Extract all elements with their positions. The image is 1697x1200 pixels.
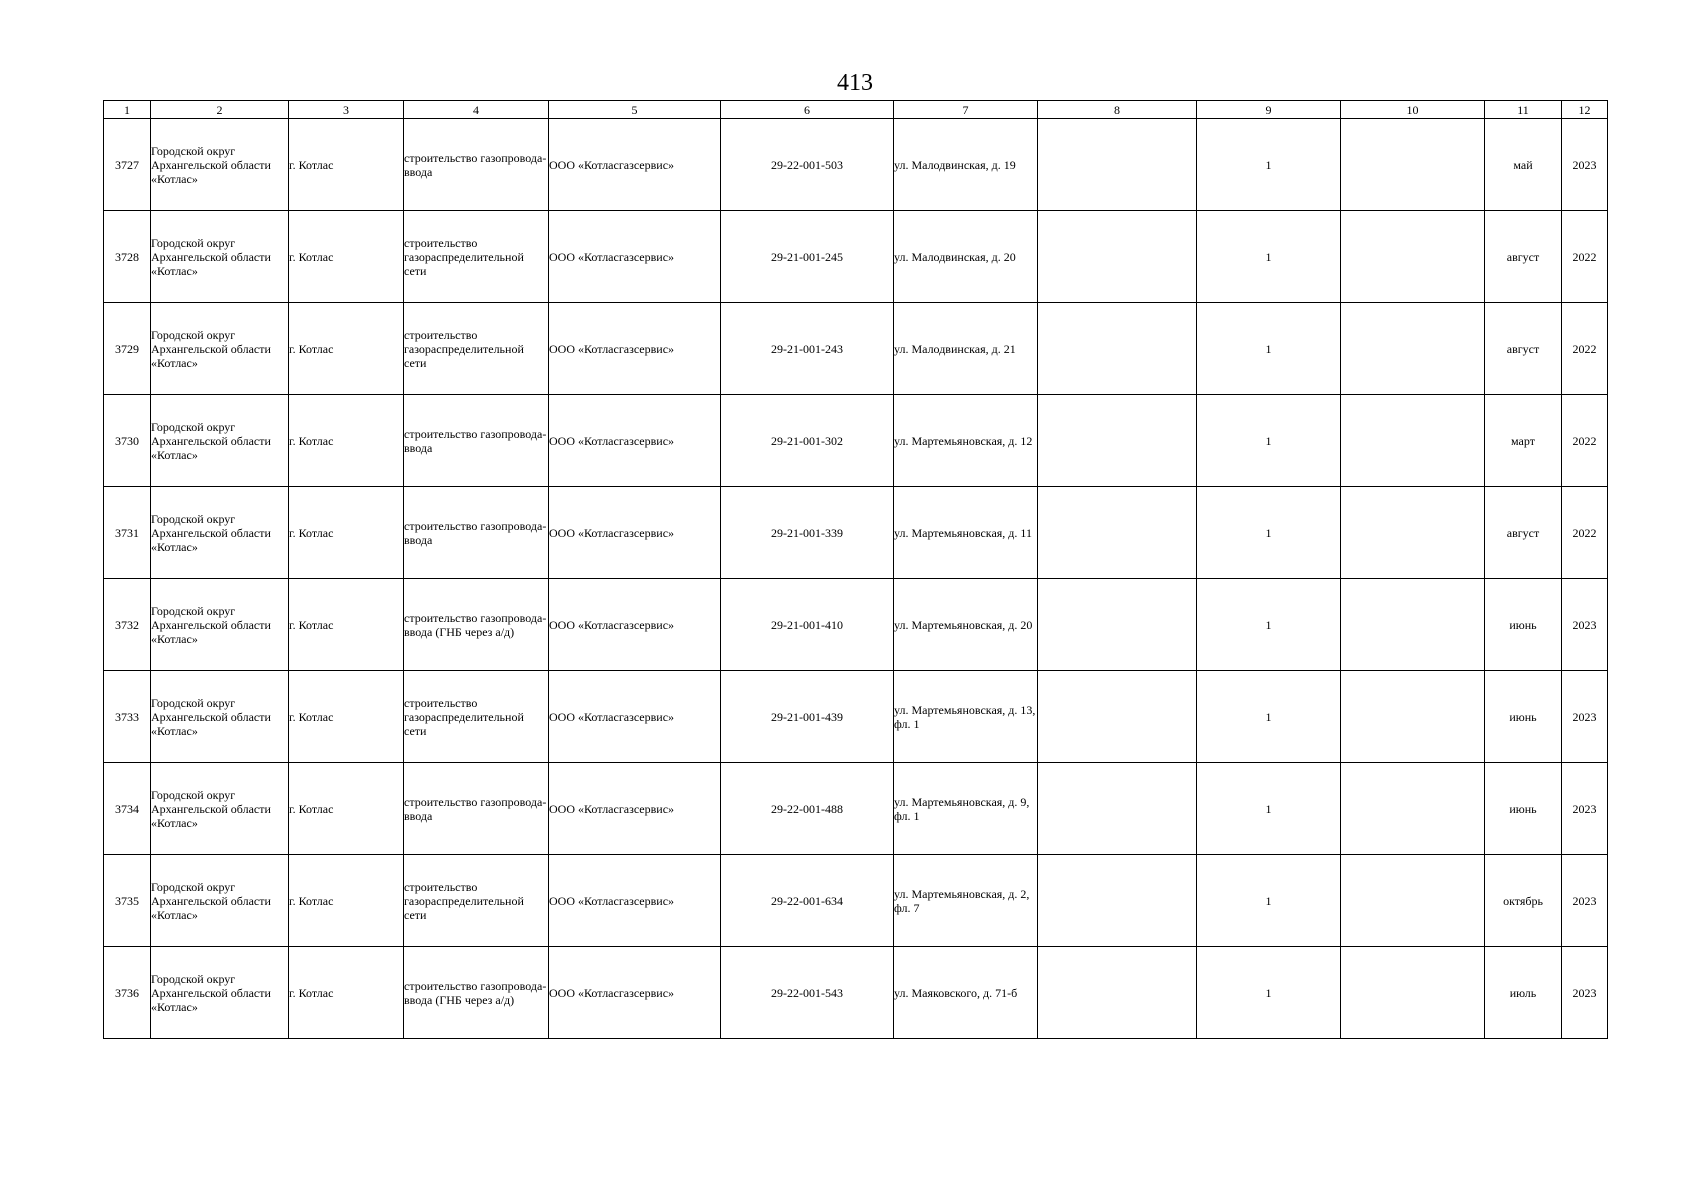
column-8-cell (1038, 671, 1197, 763)
quantity-cell: 1 (1197, 579, 1341, 671)
column-8-cell (1038, 395, 1197, 487)
work-type-cell: строительство газопровода-ввода (404, 763, 549, 855)
object-code-cell: 29-21-001-439 (721, 671, 894, 763)
settlement-cell: г. Котлас (289, 855, 404, 947)
year-cell: 2023 (1562, 763, 1608, 855)
quantity-cell: 1 (1197, 671, 1341, 763)
column-header: 6 (721, 101, 894, 119)
month-cell: июнь (1485, 671, 1562, 763)
address-cell: ул. Мартемьяновская, д. 2, фл. 7 (894, 855, 1038, 947)
table-row (104, 671, 1608, 763)
row-number: 3734 (104, 763, 151, 855)
year-cell: 2022 (1562, 303, 1608, 395)
object-code-cell: 29-22-001-503 (721, 119, 894, 211)
column-header: 5 (549, 101, 721, 119)
row-number: 3729 (104, 303, 151, 395)
object-code-cell: 29-22-001-634 (721, 855, 894, 947)
district-cell: Городской округ Архангельской области «Котлас» (151, 855, 289, 947)
organization-cell: ООО «Котласгазсервис» (549, 671, 721, 763)
year-cell: 2023 (1562, 119, 1608, 211)
table-row (104, 487, 1608, 579)
object-code-cell: 29-21-001-410 (721, 579, 894, 671)
work-type-cell: строительство газопровода-ввода (ГНБ через а/д) (404, 947, 549, 1039)
month-cell: май (1485, 119, 1562, 211)
district-cell: Городской округ Архангельской области «Котлас» (151, 211, 289, 303)
table-row (104, 763, 1608, 855)
quantity-cell: 1 (1197, 487, 1341, 579)
row-number: 3735 (104, 855, 151, 947)
organization-cell: ООО «Котласгазсервис» (549, 855, 721, 947)
column-header: 7 (894, 101, 1038, 119)
settlement-cell: г. Котлас (289, 211, 404, 303)
column-8-cell (1038, 855, 1197, 947)
address-cell: ул. Малодвинская, д. 21 (894, 303, 1038, 395)
column-8-cell (1038, 947, 1197, 1039)
settlement-cell: г. Котлас (289, 303, 404, 395)
register-table (103, 100, 1608, 1039)
district-cell: Городской округ Архангельской области «Котлас» (151, 947, 289, 1039)
quantity-cell: 1 (1197, 211, 1341, 303)
column-header: 8 (1038, 101, 1197, 119)
column-10-cell (1341, 487, 1485, 579)
row-number: 3727 (104, 119, 151, 211)
column-header: 12 (1562, 101, 1608, 119)
year-cell: 2022 (1562, 395, 1608, 487)
work-type-cell: строительство газопровода-ввода (404, 395, 549, 487)
object-code-cell: 29-22-001-543 (721, 947, 894, 1039)
quantity-cell: 1 (1197, 855, 1341, 947)
column-header: 11 (1485, 101, 1562, 119)
quantity-cell: 1 (1197, 395, 1341, 487)
settlement-cell: г. Котлас (289, 579, 404, 671)
organization-cell: ООО «Котласгазсервис» (549, 579, 721, 671)
work-type-cell: строительство газораспределительной сети (404, 671, 549, 763)
column-number-row (104, 101, 1608, 119)
organization-cell: ООО «Котласгазсервис» (549, 487, 721, 579)
district-cell: Городской округ Архангельской области «Котлас» (151, 303, 289, 395)
column-8-cell (1038, 763, 1197, 855)
settlement-cell: г. Котлас (289, 395, 404, 487)
quantity-cell: 1 (1197, 947, 1341, 1039)
table-row (104, 579, 1608, 671)
year-cell: 2023 (1562, 947, 1608, 1039)
organization-cell: ООО «Котласгазсервис» (549, 211, 721, 303)
address-cell: ул. Мартемьяновская, д. 12 (894, 395, 1038, 487)
object-code-cell: 29-21-001-302 (721, 395, 894, 487)
column-10-cell (1341, 947, 1485, 1039)
address-cell: ул. Маяковского, д. 71-б (894, 947, 1038, 1039)
table-row (104, 211, 1608, 303)
column-header: 4 (404, 101, 549, 119)
month-cell: август (1485, 487, 1562, 579)
district-cell: Городской округ Архангельской области «Котлас» (151, 579, 289, 671)
table-row (104, 303, 1608, 395)
settlement-cell: г. Котлас (289, 763, 404, 855)
district-cell: Городской округ Архангельской области «Котлас» (151, 671, 289, 763)
column-8-cell (1038, 303, 1197, 395)
column-10-cell (1341, 119, 1485, 211)
settlement-cell: г. Котлас (289, 947, 404, 1039)
organization-cell: ООО «Котласгазсервис» (549, 303, 721, 395)
work-type-cell: строительство газораспределительной сети (404, 303, 549, 395)
column-10-cell (1341, 211, 1485, 303)
column-header: 9 (1197, 101, 1341, 119)
column-8-cell (1038, 211, 1197, 303)
row-number: 3736 (104, 947, 151, 1039)
object-code-cell: 29-22-001-488 (721, 763, 894, 855)
table-row (104, 855, 1608, 947)
address-cell: ул. Малодвинская, д. 20 (894, 211, 1038, 303)
settlement-cell: г. Котлас (289, 119, 404, 211)
column-header: 3 (289, 101, 404, 119)
address-cell: ул. Малодвинская, д. 19 (894, 119, 1038, 211)
quantity-cell: 1 (1197, 303, 1341, 395)
settlement-cell: г. Котлас (289, 671, 404, 763)
quantity-cell: 1 (1197, 763, 1341, 855)
object-code-cell: 29-21-001-339 (721, 487, 894, 579)
year-cell: 2022 (1562, 211, 1608, 303)
column-8-cell (1038, 579, 1197, 671)
organization-cell: ООО «Котласгазсервис» (549, 763, 721, 855)
column-header: 1 (104, 101, 151, 119)
month-cell: июнь (1485, 763, 1562, 855)
column-10-cell (1341, 303, 1485, 395)
month-cell: август (1485, 303, 1562, 395)
work-type-cell: строительство газораспределительной сети (404, 211, 549, 303)
district-cell: Городской округ Архангельской области «Котлас» (151, 763, 289, 855)
column-8-cell (1038, 487, 1197, 579)
address-cell: ул. Мартемьяновская, д. 13, фл. 1 (894, 671, 1038, 763)
district-cell: Городской округ Архангельской области «Котлас» (151, 395, 289, 487)
work-type-cell: строительство газопровода-ввода (ГНБ через а/д) (404, 579, 549, 671)
district-cell: Городской округ Архангельской области «Котлас» (151, 119, 289, 211)
row-number: 3733 (104, 671, 151, 763)
year-cell: 2023 (1562, 671, 1608, 763)
page-number: 413 (837, 70, 873, 96)
year-cell: 2023 (1562, 855, 1608, 947)
table-row (104, 395, 1608, 487)
row-number: 3728 (104, 211, 151, 303)
address-cell: ул. Мартемьяновская, д. 20 (894, 579, 1038, 671)
address-cell: ул. Мартемьяновская, д. 11 (894, 487, 1038, 579)
district-cell: Городской округ Архангельской области «Котлас» (151, 487, 289, 579)
organization-cell: ООО «Котласгазсервис» (549, 119, 721, 211)
column-10-cell (1341, 855, 1485, 947)
table-row (104, 947, 1608, 1039)
month-cell: август (1485, 211, 1562, 303)
month-cell: октябрь (1485, 855, 1562, 947)
row-number: 3731 (104, 487, 151, 579)
column-10-cell (1341, 671, 1485, 763)
work-type-cell: строительство газопровода-ввода (404, 119, 549, 211)
row-number: 3730 (104, 395, 151, 487)
quantity-cell: 1 (1197, 119, 1341, 211)
month-cell: март (1485, 395, 1562, 487)
work-type-cell: строительство газораспределительной сети (404, 855, 549, 947)
month-cell: июль (1485, 947, 1562, 1039)
column-10-cell (1341, 395, 1485, 487)
work-type-cell: строительство газопровода-ввода (404, 487, 549, 579)
settlement-cell: г. Котлас (289, 487, 404, 579)
year-cell: 2022 (1562, 487, 1608, 579)
column-header: 10 (1341, 101, 1485, 119)
column-10-cell (1341, 763, 1485, 855)
month-cell: июнь (1485, 579, 1562, 671)
row-number: 3732 (104, 579, 151, 671)
column-8-cell (1038, 119, 1197, 211)
year-cell: 2023 (1562, 579, 1608, 671)
organization-cell: ООО «Котласгазсервис» (549, 395, 721, 487)
column-10-cell (1341, 579, 1485, 671)
table-row (104, 119, 1608, 211)
column-header: 2 (151, 101, 289, 119)
object-code-cell: 29-21-001-243 (721, 303, 894, 395)
object-code-cell: 29-21-001-245 (721, 211, 894, 303)
organization-cell: ООО «Котласгазсервис» (549, 947, 721, 1039)
address-cell: ул. Мартемьяновская, д. 9, фл. 1 (894, 763, 1038, 855)
